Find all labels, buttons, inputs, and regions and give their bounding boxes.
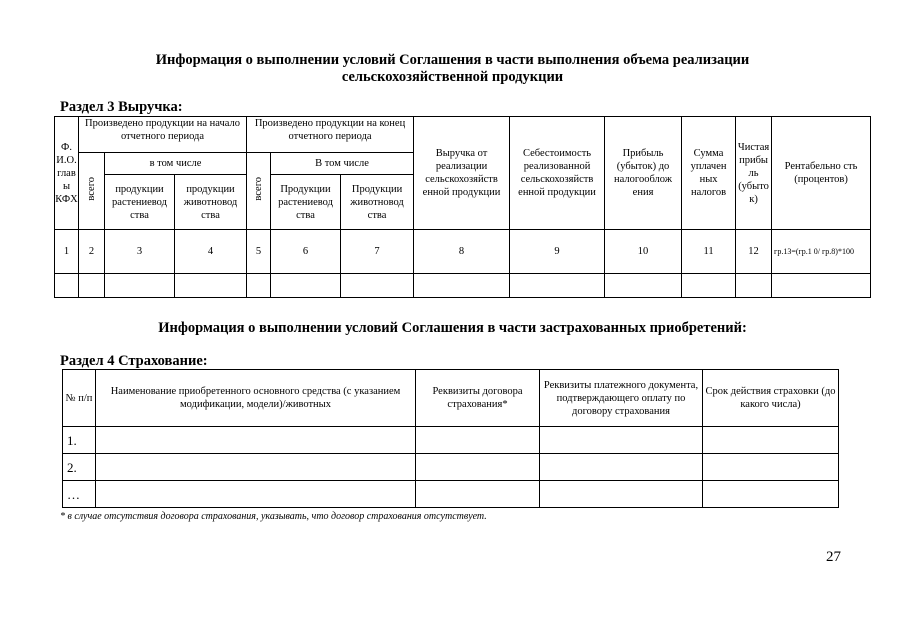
data-cell[interactable] (416, 454, 540, 481)
data-cell[interactable] (96, 454, 416, 481)
header-contract: Реквизиты договора страхования* (416, 370, 540, 427)
data-cell[interactable] (736, 274, 772, 298)
header-total-end: всего (247, 153, 271, 230)
data-cell[interactable] (416, 481, 540, 508)
header-revenue: Выручка от реализации сельскохозяйств енной продукции (414, 117, 510, 230)
col-num: 1 (55, 230, 79, 274)
data-cell[interactable] (682, 274, 736, 298)
data-cell[interactable] (605, 274, 682, 298)
header-payment-doc: Реквизиты платежного документа, подтверждающего оплату по договору страхования (540, 370, 703, 427)
header-cost: Себестоимость реализованной сельскохозяйств енной продукции (510, 117, 605, 230)
header-profit: Прибыль (убыток) до налогооблож ения (605, 117, 682, 230)
table-row (63, 481, 839, 508)
header-term: Срок действия страховки (до какого числа) (703, 370, 839, 427)
insurance-table (62, 369, 839, 508)
col-num: 2 (79, 230, 105, 274)
header-animal-end: Продукции животновод ства (341, 175, 414, 230)
data-cell[interactable] (55, 274, 79, 298)
col-num: 4 (175, 230, 247, 274)
header-produced-start: Произведено продукции на начало отчетного периода (79, 117, 247, 153)
data-cell[interactable] (175, 274, 247, 298)
section4-heading: Раздел 4 Страхование: (60, 353, 208, 369)
header-asset-name: Наименование приобретенного основного средства (с указанием модификации, модели)/животных (96, 370, 416, 427)
data-cell[interactable] (414, 274, 510, 298)
table-row (63, 454, 839, 481)
header-produced-end: Произведено продукции на конец отчетного периода (247, 117, 414, 153)
data-cell[interactable] (772, 274, 871, 298)
data-cell[interactable] (271, 274, 341, 298)
row-label: 1. (63, 427, 96, 454)
data-cell[interactable] (341, 274, 414, 298)
data-cell[interactable] (105, 274, 175, 298)
table-row (55, 274, 871, 298)
row-label: 2. (63, 454, 96, 481)
col-num: 6 (271, 230, 341, 274)
header-including-end: В том числе (271, 153, 414, 175)
header-fio: Ф. И.О. глав ы КФХ (55, 117, 79, 230)
page-number: 27 (826, 549, 841, 565)
data-cell[interactable] (96, 427, 416, 454)
header-crop-start: продукции растениевод ства (105, 175, 175, 230)
doc-title-line1: Информация о выполнении условий Соглашения в части выполнения объема реализации (155, 52, 750, 68)
column-number-row (55, 230, 871, 274)
data-cell[interactable] (79, 274, 105, 298)
data-cell[interactable] (540, 427, 703, 454)
section3-heading: Раздел 3 Выручка: (60, 99, 183, 115)
table-row (63, 427, 839, 454)
header-including-start: в том числе (105, 153, 247, 175)
revenue-table (54, 116, 871, 298)
data-cell[interactable] (96, 481, 416, 508)
data-cell[interactable] (703, 427, 839, 454)
section4-title: Информация о выполнении условий Соглашения в части застрахованных приобретений: (158, 320, 747, 336)
col-num: 11 (682, 230, 736, 274)
data-cell[interactable] (416, 427, 540, 454)
header-animal-start: продукции животновод ства (175, 175, 247, 230)
data-cell[interactable] (247, 274, 271, 298)
col-num: 7 (341, 230, 414, 274)
row-label: … (63, 481, 96, 508)
col-num: 9 (510, 230, 605, 274)
col-num: 8 (414, 230, 510, 274)
header-num: № п/п (63, 370, 96, 427)
col-num: 3 (105, 230, 175, 274)
header-total-start: всего (79, 153, 105, 230)
data-cell[interactable] (510, 274, 605, 298)
header-crop-end: Продукции растениевод ства (271, 175, 341, 230)
data-cell[interactable] (540, 454, 703, 481)
data-cell[interactable] (540, 481, 703, 508)
header-profitability: Рентабельно сть (процентов) (772, 117, 871, 230)
data-cell[interactable] (703, 454, 839, 481)
doc-title-line2: сельскохозяйственной продукции (341, 69, 564, 85)
col-num: 10 (605, 230, 682, 274)
footnote: * в случае отсутствия договора страхования, указывать, что договор страхования отсутствует. (60, 511, 487, 522)
header-taxes: Сумма уплачен ных налогов (682, 117, 736, 230)
header-net-profit: Чистая прибы ль (убыто к) (736, 117, 772, 230)
col-num: 12 (736, 230, 772, 274)
col-num-formula: гр.13=(гр.1 0/ гр.8)*100 (772, 230, 871, 274)
data-cell[interactable] (703, 481, 839, 508)
col-num: 5 (247, 230, 271, 274)
